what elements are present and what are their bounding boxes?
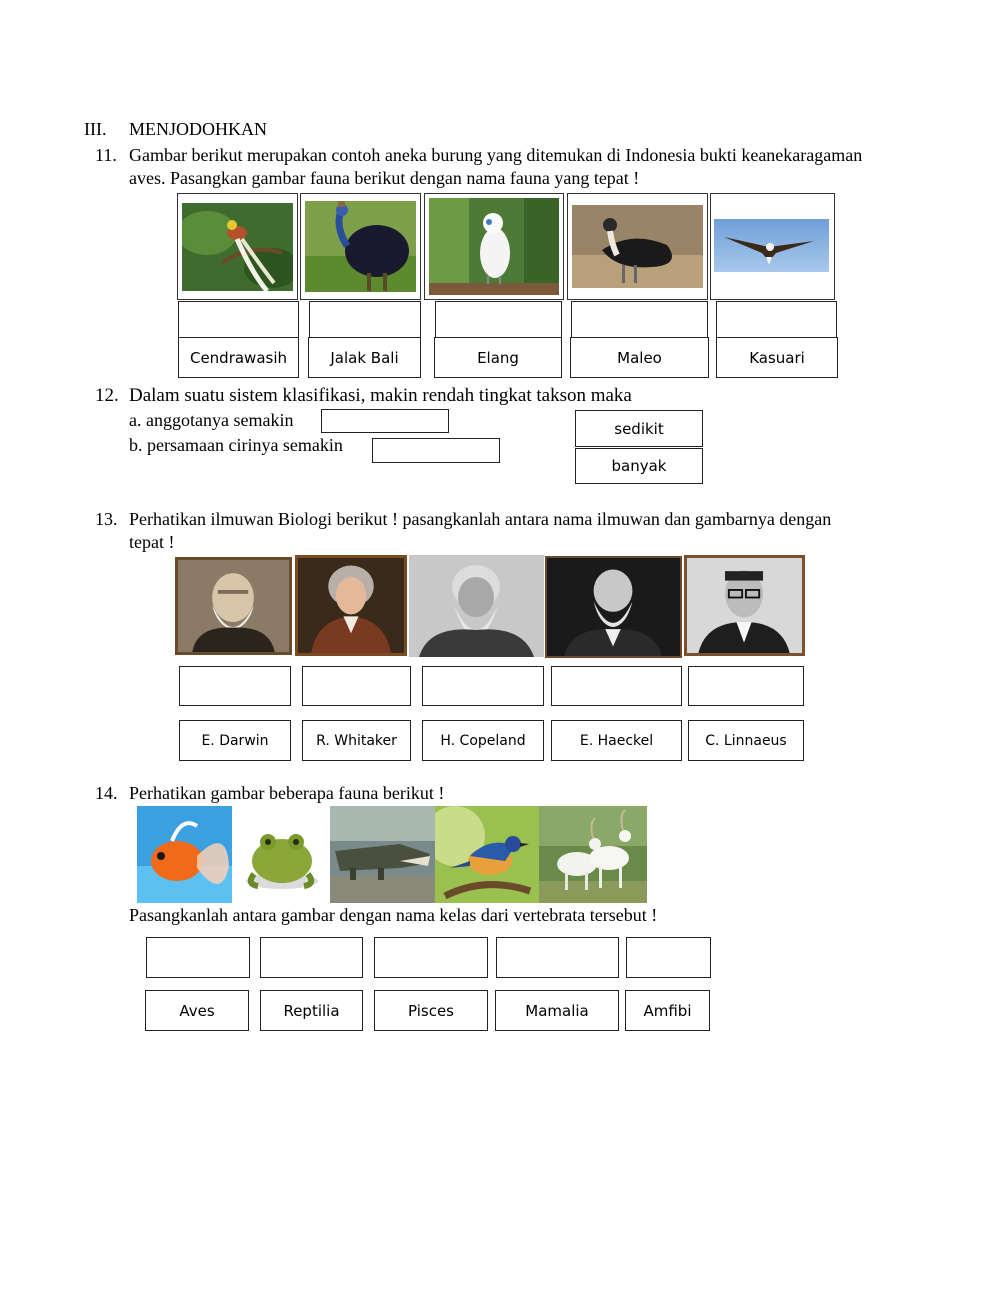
q14-text-line1: Perhatikan gambar beberapa fauna berikut ! bbox=[129, 783, 445, 803]
maleo-photo bbox=[572, 205, 703, 288]
q12-b-answer-box[interactable] bbox=[372, 438, 500, 463]
q13-answer-box-2[interactable] bbox=[302, 666, 411, 706]
q13-text-line1: Perhatikan ilmuwan Biologi berikut ! pasangkanlah antara nama ilmuwan dan gambarnya dengan bbox=[129, 509, 832, 529]
goat-photo bbox=[539, 806, 647, 903]
crocodile-photo bbox=[330, 806, 435, 903]
scientist-portrait-1 bbox=[175, 557, 292, 655]
q14-label-mamalia[interactable]: Mamalia bbox=[495, 990, 619, 1031]
q11-answer-box-3[interactable] bbox=[435, 301, 562, 338]
goldfish-photo bbox=[137, 806, 232, 903]
q12-a-text: a. anggotanya semakin bbox=[129, 410, 294, 430]
q11-answer-box-5[interactable] bbox=[716, 301, 837, 338]
scientist-portrait-4 bbox=[545, 556, 682, 658]
q13-text-line2: tepat ! bbox=[129, 532, 175, 552]
q11-text-line2: aves. Pasangkan gambar fauna berikut dengan nama fauna yang tepat ! bbox=[129, 168, 640, 188]
scientist-portrait-2 bbox=[295, 555, 407, 656]
q14-text-line2: Pasangkanlah antara gambar dengan nama kelas dari vertebrata tersebut ! bbox=[129, 905, 658, 925]
q13-label-c-linnaeus[interactable]: C. Linnaeus bbox=[688, 720, 804, 761]
q14-label-reptilia[interactable]: Reptilia bbox=[260, 990, 363, 1031]
q12-text: Dalam suatu sistem klasifikasi, makin rendah tingkat takson maka bbox=[129, 385, 632, 406]
q12-b-text: b. persamaan cirinya semakin bbox=[129, 435, 343, 455]
q11-answer-box-4[interactable] bbox=[571, 301, 708, 338]
q11-number: 11. bbox=[95, 145, 117, 165]
q11-answer-box-1[interactable] bbox=[178, 301, 299, 338]
frog-photo bbox=[232, 806, 330, 903]
bird-photo bbox=[435, 806, 539, 903]
cassowary-photo bbox=[305, 201, 416, 292]
q14-answer-box-2[interactable] bbox=[260, 937, 363, 978]
q12-a-answer-box[interactable] bbox=[321, 409, 449, 433]
section-number: III. bbox=[84, 119, 107, 139]
q13-answer-box-1[interactable] bbox=[179, 666, 291, 706]
q13-answer-box-4[interactable] bbox=[551, 666, 682, 706]
q13-label-h-copeland[interactable]: H. Copeland bbox=[422, 720, 544, 761]
q12-option-sedikit[interactable]: sedikit bbox=[575, 410, 703, 447]
q14-number: 14. bbox=[95, 783, 118, 803]
q13-label-e-darwin[interactable]: E. Darwin bbox=[179, 720, 291, 761]
scientist-portrait-3 bbox=[409, 555, 544, 657]
bird-of-paradise-photo bbox=[182, 203, 293, 291]
q13-answer-box-3[interactable] bbox=[422, 666, 544, 706]
q14-answer-box-3[interactable] bbox=[374, 937, 488, 978]
bali-starling-photo bbox=[429, 198, 559, 295]
q12-option-banyak[interactable]: banyak bbox=[575, 448, 703, 484]
q14-answer-box-1[interactable] bbox=[146, 937, 250, 978]
q14-label-aves[interactable]: Aves bbox=[145, 990, 249, 1031]
q13-answer-box-5[interactable] bbox=[688, 666, 804, 706]
q12-number: 12. bbox=[95, 385, 119, 406]
q14-label-amfibi[interactable]: Amfibi bbox=[625, 990, 710, 1031]
q11-label-maleo[interactable]: Maleo bbox=[570, 337, 709, 378]
q11-label-jalak-bali[interactable]: Jalak Bali bbox=[308, 337, 421, 378]
q13-label-r-whitaker[interactable]: R. Whitaker bbox=[302, 720, 411, 761]
q11-answer-box-2[interactable] bbox=[309, 301, 421, 338]
q11-label-kasuari[interactable]: Kasuari bbox=[716, 337, 838, 378]
scientist-portrait-5 bbox=[684, 555, 805, 656]
q11-label-elang[interactable]: Elang bbox=[434, 337, 562, 378]
eagle-photo bbox=[714, 219, 829, 272]
q14-answer-box-4[interactable] bbox=[496, 937, 619, 978]
section-title: MENJODOHKAN bbox=[129, 119, 267, 139]
q14-answer-box-5[interactable] bbox=[626, 937, 711, 978]
q11-text-line1: Gambar berikut merupakan contoh aneka burung yang ditemukan di Indonesia bukti keanekaragaman bbox=[129, 145, 863, 165]
q14-label-pisces[interactable]: Pisces bbox=[374, 990, 488, 1031]
q11-label-cendrawasih[interactable]: Cendrawasih bbox=[178, 337, 299, 378]
q13-label-e-haeckel[interactable]: E. Haeckel bbox=[551, 720, 682, 761]
q13-number: 13. bbox=[95, 509, 118, 529]
